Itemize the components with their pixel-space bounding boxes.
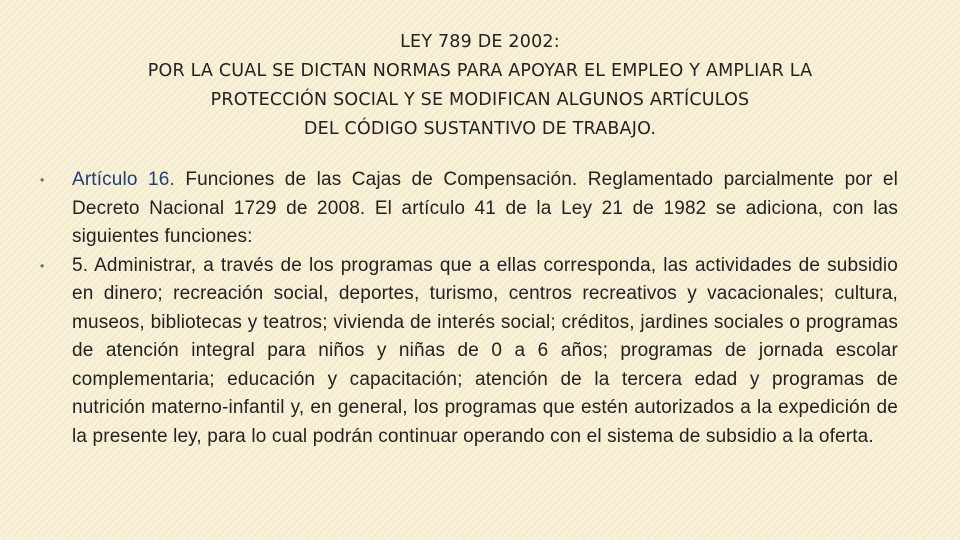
title-line-1: LEY 789 DE 2002: — [400, 32, 560, 52]
title-line-4: DEL CÓDIGO SUSTANTIVO DE TRABAJO. — [303, 119, 657, 139]
slide-title — [60, 28, 900, 144]
bullet-icon: • — [40, 258, 45, 273]
article-body: Funciones de las Cajas de Compensación. Reglamentado parcialmente por el Decreto Nacional 1729 de 2008. El artículo 41 de la Ley 21 de 1982 se adiciona, con las siguientes funciones: — [72, 169, 898, 247]
bullet-item — [40, 166, 898, 252]
bullet-text — [72, 166, 898, 252]
title-line-2: POR LA CUAL SE DICTAN NORMAS PARA APOYAR EL EMPLEO Y AMPLIAR LA — [147, 61, 813, 81]
article-label: Artículo 16. — [72, 169, 175, 190]
bullet-item — [40, 252, 898, 452]
slide-content — [40, 166, 898, 451]
title-line-3: PROTECCIÓN SOCIAL Y SE MODIFICAN ALGUNOS ARTÍCULOS — [210, 90, 750, 110]
bullet-icon: • — [40, 173, 45, 187]
bullet-text: 5. Administrar, a través de los programas que a ellas corresponda, las actividades de subsidio en dinero; recreación social, deportes, turismo, centros recreativos y vacacionales; cultura, museos, bibliotecas y teatros; vivienda de interés social; créditos, jardines sociales o programas de atención integral para niños y niñas de 0 a 6 años; programas de jornada escolar complementaria; educación y capacitación; atención de la tercera edad y programas de nutrición materno-infantil y, en general, los programas que estén autorizados a la expedición de la presente ley, para lo cual podrán continuar operando con el sistema de subsidio a la oferta. — [72, 254, 898, 447]
